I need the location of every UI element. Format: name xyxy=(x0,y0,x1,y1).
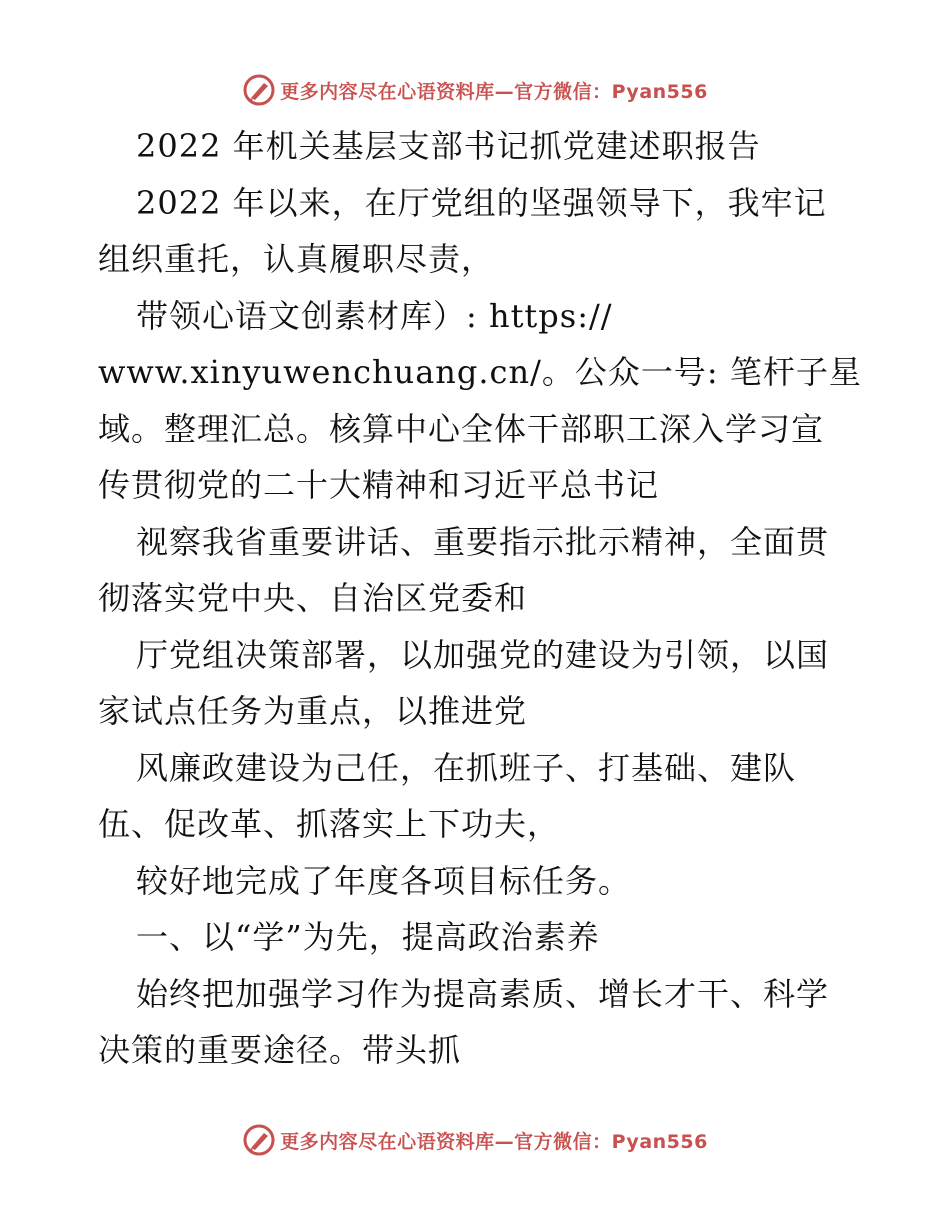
text-line: 始终把加强学习作为提高素质、增长才干、科学 xyxy=(136,974,830,1013)
text-line: 组织重托，认真履职尽责， xyxy=(98,240,495,278)
text-line: 带领心语文创素材库）: https:// xyxy=(136,296,613,335)
text-line: 一、以“学”为先，提高政治素养 xyxy=(136,918,600,956)
document-body xyxy=(98,118,862,1079)
footer-banner-text: 更多内容尽在心语资料库—官方微信：Pyan556 xyxy=(280,1130,708,1153)
pen-logo-icon xyxy=(242,1123,276,1157)
text-line: 2022 年以来，在厅党组的坚强领导下，我牢记 xyxy=(136,183,827,222)
pen-logo-icon xyxy=(242,73,276,107)
text-line: 域。整理汇总。核算中心全体干部职工深入学习宣 xyxy=(98,409,825,448)
header-banner-text: 更多内容尽在心语资料库—官方微信：Pyan556 xyxy=(280,80,708,103)
text-line: 2022 年机关基层支部书记抓党建述职报告 xyxy=(136,127,761,165)
text-line: 较好地完成了年度各项目标任务。 xyxy=(136,861,632,900)
text-line: 风廉政建设为己任，在抓班子、打基础、建队 xyxy=(136,748,797,787)
footer-banner xyxy=(0,1120,950,1160)
text-line: 伍、促改革、抓落实上下功夫， xyxy=(98,805,561,843)
text-line: 决策的重要途径。带头抓 xyxy=(98,1031,462,1069)
text-line: 厅党组决策部署，以加强党的建设为引领，以国 xyxy=(136,635,830,674)
text-line: www.xinyuwenchuang.cn/。公众一号: 笔杆子星 xyxy=(98,353,862,391)
text-line: 彻落实党中央、自治区党委和 xyxy=(98,579,528,617)
text-line: 视察我省重要讲话、重要指示批示精神，全面贯 xyxy=(136,522,830,561)
text-line: 传贯彻党的二十大精神和习近平总书记 xyxy=(98,466,660,504)
text-line: 家试点任务为重点，以推进党 xyxy=(98,692,528,730)
header-banner xyxy=(0,70,950,110)
